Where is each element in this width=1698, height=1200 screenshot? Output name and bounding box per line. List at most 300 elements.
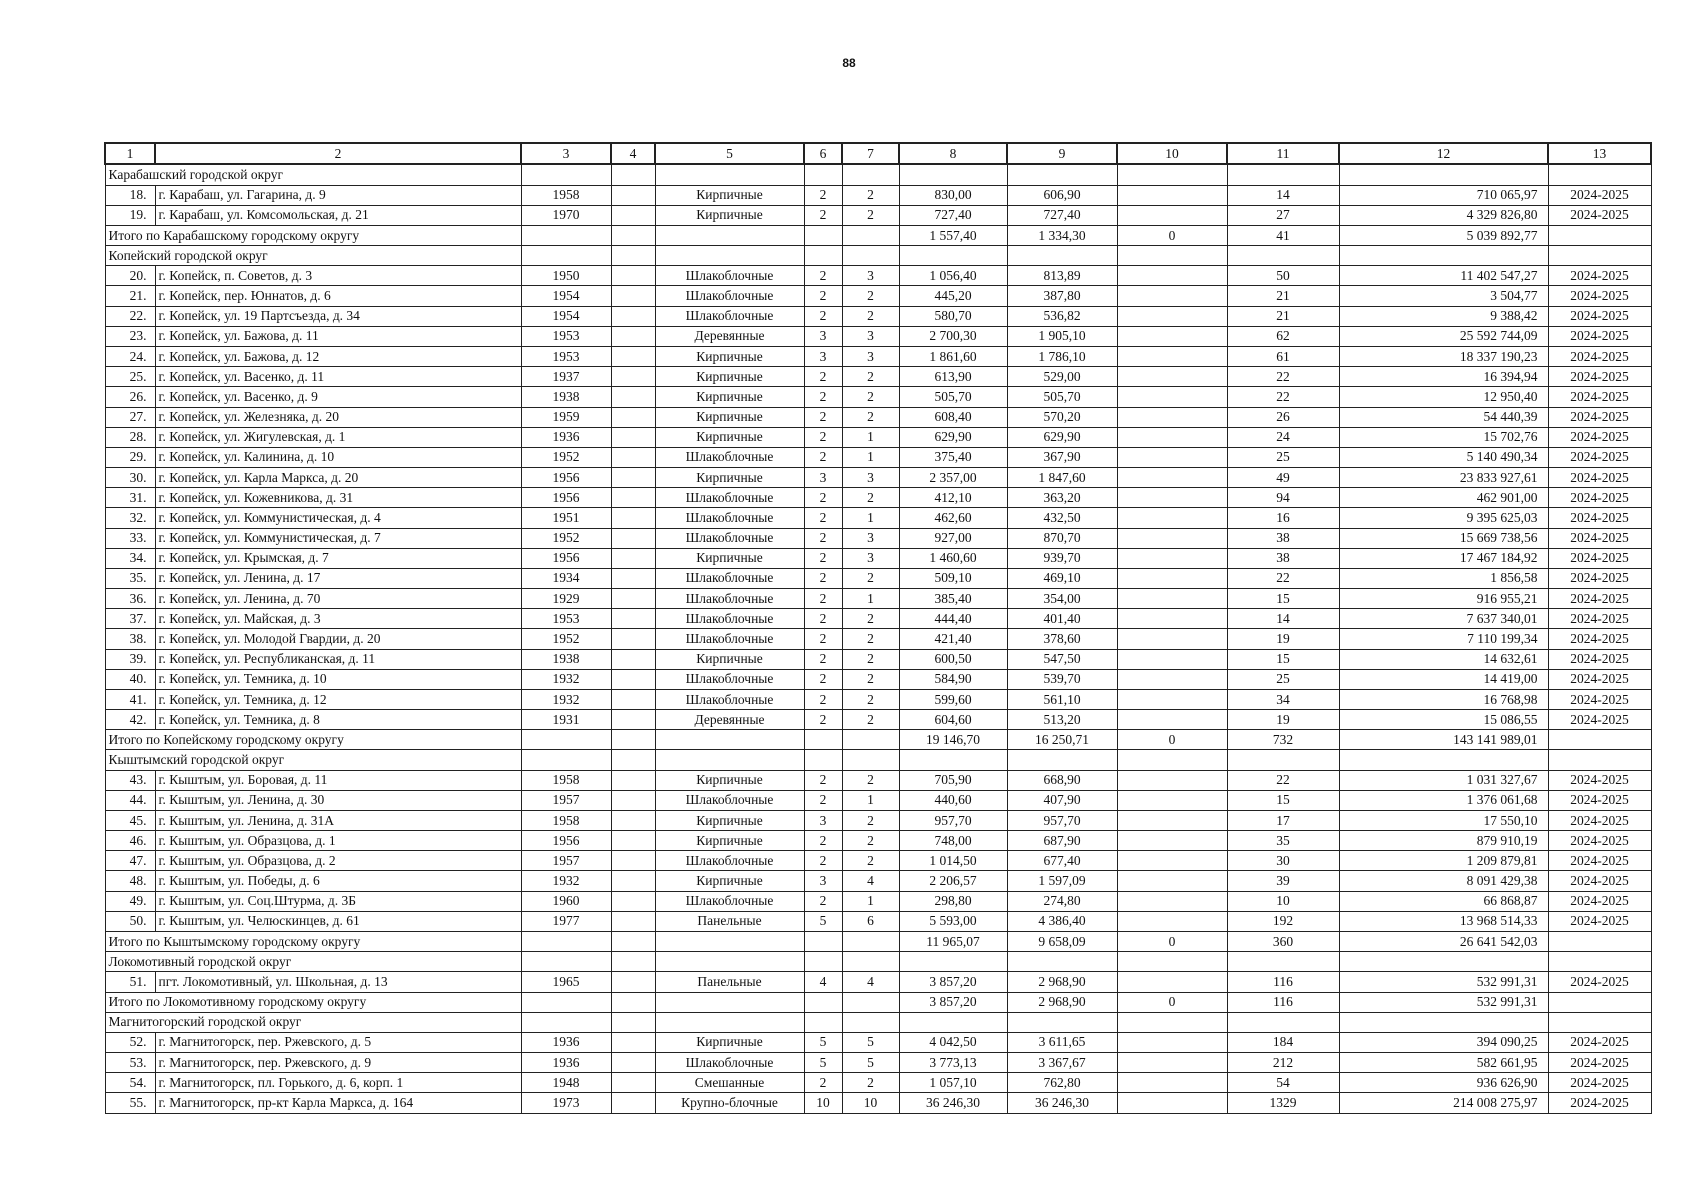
- district-total-row: [105, 730, 1651, 750]
- table-cell: г. Магнитогорск, пер. Ржевского, д. 9: [155, 1053, 521, 1073]
- table-cell: 1951: [521, 508, 611, 528]
- table-cell: 1 209 879,81: [1339, 851, 1548, 871]
- table-row: [105, 1032, 1651, 1052]
- district-total-row: [105, 992, 1651, 1012]
- total-value: 3 857,20: [899, 992, 1007, 1012]
- table-cell: 1 031 327,67: [1339, 770, 1548, 790]
- table-cell: [611, 387, 655, 407]
- table-cell: 2024-2025: [1548, 669, 1651, 689]
- table-cell: 440,60: [899, 790, 1007, 810]
- table-cell: 25 592 744,09: [1339, 326, 1548, 346]
- table-cell: [1117, 891, 1227, 911]
- table-cell: 629,90: [1007, 427, 1117, 447]
- table-cell: Шлакоблочные: [655, 589, 804, 609]
- table-cell: [1117, 548, 1227, 568]
- table-cell: [1117, 427, 1227, 447]
- table-cell: Кирпичные: [655, 387, 804, 407]
- table-cell: 830,00: [899, 185, 1007, 205]
- table-cell: 14 632,61: [1339, 649, 1548, 669]
- table-cell: [611, 689, 655, 709]
- table-cell: 957,70: [899, 810, 1007, 830]
- table-cell: 5: [804, 911, 842, 931]
- table-cell: [1117, 972, 1227, 992]
- table-cell: 38: [1227, 528, 1339, 548]
- table-row: [105, 347, 1651, 367]
- table-cell: г. Копейск, ул. Жигулевская, д. 1: [155, 427, 521, 447]
- table-cell: 2: [842, 851, 899, 871]
- empty-cell: [1548, 952, 1651, 972]
- empty-cell: [804, 164, 842, 185]
- empty-cell: [521, 1012, 611, 1032]
- table-cell: 3 367,67: [1007, 1053, 1117, 1073]
- table-cell: Деревянные: [655, 710, 804, 730]
- table-cell: [611, 548, 655, 568]
- table-cell: 7 637 340,01: [1339, 609, 1548, 629]
- table-cell: г. Копейск, ул. Темника, д. 12: [155, 689, 521, 709]
- table-cell: 927,00: [899, 528, 1007, 548]
- table-row: [105, 427, 1651, 447]
- table-cell: 2: [842, 568, 899, 588]
- table-cell: 16: [1227, 508, 1339, 528]
- table-cell: 46.: [105, 831, 155, 851]
- table-cell: 2: [842, 367, 899, 387]
- empty-cell: [611, 992, 655, 1012]
- table-cell: Шлакоблочные: [655, 568, 804, 588]
- table-cell: 2024-2025: [1548, 871, 1651, 891]
- empty-cell: [804, 246, 842, 266]
- table-cell: [611, 810, 655, 830]
- table-cell: [1117, 851, 1227, 871]
- table-cell: Кирпичные: [655, 205, 804, 225]
- table-cell: Шлакоблочные: [655, 488, 804, 508]
- empty-cell: [521, 225, 611, 245]
- table-cell: 1: [842, 891, 899, 911]
- table-cell: [1117, 831, 1227, 851]
- table-cell: 3 611,65: [1007, 1032, 1117, 1052]
- empty-cell: [899, 246, 1007, 266]
- empty-cell: [1548, 1012, 1651, 1032]
- table-cell: [1117, 689, 1227, 709]
- table-row: [105, 528, 1651, 548]
- table-cell: 16 394,94: [1339, 367, 1548, 387]
- table-cell: Шлакоблочные: [655, 851, 804, 871]
- table-cell: Шлакоблочные: [655, 1053, 804, 1073]
- column-number-header: 13: [1548, 143, 1651, 164]
- table-cell: 2 700,30: [899, 326, 1007, 346]
- empty-cell: [842, 164, 899, 185]
- total-value: 9 658,09: [1007, 931, 1117, 951]
- table-cell: Кирпичные: [655, 1032, 804, 1052]
- table-cell: 513,20: [1007, 710, 1117, 730]
- table-cell: г. Кыштым, ул. Ленина, д. 31А: [155, 810, 521, 830]
- table-cell: [1117, 589, 1227, 609]
- column-number-header: 9: [1007, 143, 1117, 164]
- table-cell: 2: [804, 790, 842, 810]
- table-cell: 677,40: [1007, 851, 1117, 871]
- table-cell: 4 329 826,80: [1339, 205, 1548, 225]
- column-number-header: 10: [1117, 143, 1227, 164]
- table-cell: 2: [842, 710, 899, 730]
- table-cell: 2: [804, 488, 842, 508]
- table-cell: 2: [804, 205, 842, 225]
- table-cell: 19: [1227, 710, 1339, 730]
- table-row: [105, 851, 1651, 871]
- table-cell: г. Копейск, ул. Крымская, д. 7: [155, 548, 521, 568]
- table-cell: 2: [842, 609, 899, 629]
- table-cell: 15: [1227, 790, 1339, 810]
- table-cell: Шлакоблочные: [655, 266, 804, 286]
- table-cell: 1953: [521, 347, 611, 367]
- table-cell: 1973: [521, 1093, 611, 1114]
- table-cell: 1977: [521, 911, 611, 931]
- table-cell: 2024-2025: [1548, 1053, 1651, 1073]
- table-cell: 2: [804, 528, 842, 548]
- table-cell: г. Кыштым, ул. Ленина, д. 30: [155, 790, 521, 810]
- empty-cell: [611, 225, 655, 245]
- total-value: 2 968,90: [1007, 992, 1117, 1012]
- empty-cell: [1007, 1012, 1117, 1032]
- table-cell: 28.: [105, 427, 155, 447]
- table-cell: 3: [804, 871, 842, 891]
- table-row: [105, 1073, 1651, 1093]
- empty-cell: [842, 750, 899, 770]
- table-cell: 1958: [521, 810, 611, 830]
- district-total-label: Итого по Карабашскому городскому округу: [105, 225, 521, 245]
- empty-cell: [1227, 246, 1339, 266]
- table-row: [105, 649, 1651, 669]
- table-row: [105, 407, 1651, 427]
- table-cell: 2: [804, 589, 842, 609]
- table-row: [105, 710, 1651, 730]
- table-cell: [1117, 1073, 1227, 1093]
- table-cell: [1117, 911, 1227, 931]
- empty-cell: [842, 931, 899, 951]
- table-cell: г. Копейск, ул. Бажова, д. 11: [155, 326, 521, 346]
- empty-cell: [521, 750, 611, 770]
- table-cell: 35.: [105, 568, 155, 588]
- table-cell: 2: [842, 669, 899, 689]
- table-cell: [1117, 387, 1227, 407]
- table-cell: 3: [804, 468, 842, 488]
- table-cell: 298,80: [899, 891, 1007, 911]
- table-cell: 1934: [521, 568, 611, 588]
- table-cell: 15 669 738,56: [1339, 528, 1548, 548]
- district-title: Карабашский городской округ: [105, 164, 521, 185]
- table-cell: 3: [804, 326, 842, 346]
- table-cell: 916 955,21: [1339, 589, 1548, 609]
- table-row: [105, 1093, 1651, 1114]
- table-cell: 2: [804, 447, 842, 467]
- empty-cell: [1227, 164, 1339, 185]
- table-row: [105, 508, 1651, 528]
- table-cell: Деревянные: [655, 326, 804, 346]
- table-cell: [611, 891, 655, 911]
- table-cell: 22: [1227, 770, 1339, 790]
- table-cell: 727,40: [1007, 205, 1117, 225]
- table-cell: 957,70: [1007, 810, 1117, 830]
- table-cell: г. Копейск, ул. Республиканская, д. 11: [155, 649, 521, 669]
- table-cell: 412,10: [899, 488, 1007, 508]
- table-cell: г. Кыштым, ул. Челюскинцев, д. 61: [155, 911, 521, 931]
- table-cell: 116: [1227, 972, 1339, 992]
- table-cell: 1: [842, 589, 899, 609]
- table-cell: 1: [842, 447, 899, 467]
- table-cell: Шлакоблочные: [655, 528, 804, 548]
- table-cell: г. Копейск, ул. Карла Маркса, д. 20: [155, 468, 521, 488]
- table-cell: 54.: [105, 1073, 155, 1093]
- empty-cell: [1117, 246, 1227, 266]
- table-cell: [611, 367, 655, 387]
- table-cell: г. Копейск, ул. Калинина, д. 10: [155, 447, 521, 467]
- table-cell: 51.: [105, 972, 155, 992]
- empty-cell: [611, 246, 655, 266]
- table-cell: г. Копейск, ул. Васенко, д. 11: [155, 367, 521, 387]
- table-cell: 1 597,09: [1007, 871, 1117, 891]
- table-cell: [611, 629, 655, 649]
- table-cell: [1117, 568, 1227, 588]
- district-title: Кыштымский городской округ: [105, 750, 521, 770]
- district-total-label: Итого по Локомотивному городскому округу: [105, 992, 521, 1012]
- table-cell: 27: [1227, 205, 1339, 225]
- table-cell: 192: [1227, 911, 1339, 931]
- table-cell: 1953: [521, 609, 611, 629]
- table-cell: Кирпичные: [655, 468, 804, 488]
- table-cell: 21: [1227, 286, 1339, 306]
- table-cell: 3 857,20: [899, 972, 1007, 992]
- table-cell: 2: [804, 770, 842, 790]
- column-number-header: 5: [655, 143, 804, 164]
- table-cell: 2: [842, 185, 899, 205]
- empty-cell: [611, 1012, 655, 1032]
- empty-cell: [1548, 164, 1651, 185]
- table-cell: 1 847,60: [1007, 468, 1117, 488]
- table-cell: 14: [1227, 185, 1339, 205]
- table-cell: Кирпичные: [655, 831, 804, 851]
- table-cell: 2024-2025: [1548, 306, 1651, 326]
- table-cell: 599,60: [899, 689, 1007, 709]
- table-row: [105, 306, 1651, 326]
- empty-cell: [655, 164, 804, 185]
- table-row: [105, 488, 1651, 508]
- total-value: 16 250,71: [1007, 730, 1117, 750]
- table-cell: 2024-2025: [1548, 367, 1651, 387]
- empty-cell: [1007, 246, 1117, 266]
- table-cell: 3: [842, 528, 899, 548]
- total-value: 0: [1117, 931, 1227, 951]
- table-cell: 421,40: [899, 629, 1007, 649]
- table-cell: [611, 568, 655, 588]
- table-row: [105, 447, 1651, 467]
- column-number-header: 12: [1339, 143, 1548, 164]
- table-cell: 5: [842, 1053, 899, 1073]
- table-cell: 18 337 190,23: [1339, 347, 1548, 367]
- table-cell: Шлакоблочные: [655, 609, 804, 629]
- table-cell: Кирпичные: [655, 770, 804, 790]
- table-cell: 23.: [105, 326, 155, 346]
- district-section-row: [105, 246, 1651, 266]
- table-cell: 2024-2025: [1548, 1073, 1651, 1093]
- table-cell: Шлакоблочные: [655, 306, 804, 326]
- table-cell: 5 140 490,34: [1339, 447, 1548, 467]
- table-cell: Кирпичные: [655, 871, 804, 891]
- empty-cell: [899, 750, 1007, 770]
- total-value: 1 557,40: [899, 225, 1007, 245]
- table-cell: 547,50: [1007, 649, 1117, 669]
- column-number-header: 4: [611, 143, 655, 164]
- table-cell: [611, 407, 655, 427]
- table-cell: [1117, 790, 1227, 810]
- table-cell: 939,70: [1007, 548, 1117, 568]
- table-cell: 2024-2025: [1548, 972, 1651, 992]
- table-cell: 1936: [521, 427, 611, 447]
- table-cell: [1117, 528, 1227, 548]
- table-cell: 1329: [1227, 1093, 1339, 1114]
- table-cell: Шлакоблочные: [655, 447, 804, 467]
- table-row: [105, 548, 1651, 568]
- table-cell: [1117, 649, 1227, 669]
- table-cell: 748,00: [899, 831, 1007, 851]
- table-cell: 2: [804, 649, 842, 669]
- table-cell: 2024-2025: [1548, 468, 1651, 488]
- table-cell: 9 388,42: [1339, 306, 1548, 326]
- total-value: 732: [1227, 730, 1339, 750]
- table-cell: 2024-2025: [1548, 589, 1651, 609]
- table-cell: 1952: [521, 629, 611, 649]
- table-row: [105, 810, 1651, 830]
- table-cell: 26.: [105, 387, 155, 407]
- table-cell: 15 086,55: [1339, 710, 1548, 730]
- table-cell: г. Магнитогорск, пр-кт Карла Маркса, д. 164: [155, 1093, 521, 1114]
- table-cell: 401,40: [1007, 609, 1117, 629]
- table-cell: 532 991,31: [1339, 972, 1548, 992]
- column-number-header: 8: [899, 143, 1007, 164]
- table-cell: [1117, 306, 1227, 326]
- empty-cell: [1548, 992, 1651, 1012]
- table-cell: 2: [804, 266, 842, 286]
- table-cell: 1937: [521, 367, 611, 387]
- empty-cell: [804, 952, 842, 972]
- table-cell: 17 550,10: [1339, 810, 1548, 830]
- table-cell: [611, 427, 655, 447]
- table-cell: Панельные: [655, 972, 804, 992]
- district-title: Копейский городской округ: [105, 246, 521, 266]
- table-cell: 2: [842, 770, 899, 790]
- table-cell: [1117, 205, 1227, 225]
- table-cell: 1932: [521, 669, 611, 689]
- table-cell: [611, 871, 655, 891]
- table-cell: г. Магнитогорск, пл. Горького, д. 6, корп. 1: [155, 1073, 521, 1093]
- empty-cell: [1117, 952, 1227, 972]
- table-cell: 3 773,13: [899, 1053, 1007, 1073]
- table-cell: 39.: [105, 649, 155, 669]
- table-cell: г. Копейск, ул. Темника, д. 10: [155, 669, 521, 689]
- empty-cell: [611, 952, 655, 972]
- table-cell: 30: [1227, 851, 1339, 871]
- table-cell: 1952: [521, 528, 611, 548]
- table-cell: г. Копейск, ул. Кожевникова, д. 31: [155, 488, 521, 508]
- table-cell: 5: [842, 1032, 899, 1052]
- table-cell: [611, 508, 655, 528]
- table-cell: 38.: [105, 629, 155, 649]
- empty-cell: [655, 1012, 804, 1032]
- table-cell: Кирпичные: [655, 427, 804, 447]
- table-cell: 2: [804, 831, 842, 851]
- table-cell: 1: [842, 427, 899, 447]
- table-cell: [1117, 669, 1227, 689]
- table-cell: 2024-2025: [1548, 548, 1651, 568]
- empty-cell: [804, 750, 842, 770]
- district-total-row: [105, 931, 1651, 951]
- district-section-row: [105, 952, 1651, 972]
- table-cell: 4 386,40: [1007, 911, 1117, 931]
- table-cell: 2: [804, 669, 842, 689]
- table-cell: 432,50: [1007, 508, 1117, 528]
- table-cell: 3: [842, 548, 899, 568]
- table-cell: 8 091 429,38: [1339, 871, 1548, 891]
- table-cell: 10: [804, 1093, 842, 1114]
- table-cell: 445,20: [899, 286, 1007, 306]
- table-cell: г. Кыштым, ул. Образцова, д. 1: [155, 831, 521, 851]
- table-cell: 5: [804, 1032, 842, 1052]
- table-cell: 66 868,87: [1339, 891, 1548, 911]
- table-cell: 363,20: [1007, 488, 1117, 508]
- table-cell: 29.: [105, 447, 155, 467]
- table-cell: 2: [804, 629, 842, 649]
- table-cell: г. Копейск, ул. Майская, д. 3: [155, 609, 521, 629]
- table-cell: [611, 649, 655, 669]
- table-cell: 2: [842, 205, 899, 225]
- table-cell: 606,90: [1007, 185, 1117, 205]
- table-cell: [611, 972, 655, 992]
- empty-cell: [1007, 750, 1117, 770]
- table-row: [105, 629, 1651, 649]
- table-cell: 32.: [105, 508, 155, 528]
- empty-cell: [899, 952, 1007, 972]
- table-row: [105, 972, 1651, 992]
- table-cell: 2: [804, 710, 842, 730]
- table-cell: 509,10: [899, 568, 1007, 588]
- table-cell: 2: [804, 891, 842, 911]
- table-cell: 2024-2025: [1548, 347, 1651, 367]
- empty-cell: [842, 246, 899, 266]
- table-cell: 2024-2025: [1548, 1032, 1651, 1052]
- table-cell: 2: [842, 689, 899, 709]
- table-cell: Крупно-блочные: [655, 1093, 804, 1114]
- table-cell: 47.: [105, 851, 155, 871]
- table-cell: 21: [1227, 306, 1339, 326]
- table-cell: 2024-2025: [1548, 629, 1651, 649]
- table-row: [105, 790, 1651, 810]
- table-cell: 1 014,50: [899, 851, 1007, 871]
- table-cell: 2: [804, 427, 842, 447]
- table-cell: 2: [842, 407, 899, 427]
- table-cell: 2: [804, 306, 842, 326]
- table-cell: Кирпичные: [655, 649, 804, 669]
- table-cell: 50: [1227, 266, 1339, 286]
- table-cell: [611, 326, 655, 346]
- table-cell: Шлакоблочные: [655, 508, 804, 528]
- table-cell: 2024-2025: [1548, 447, 1651, 467]
- table-cell: 6: [842, 911, 899, 931]
- table-cell: [1117, 629, 1227, 649]
- table-cell: [611, 770, 655, 790]
- table-cell: 13 968 514,33: [1339, 911, 1548, 931]
- total-value: 143 141 989,01: [1339, 730, 1548, 750]
- table-cell: 762,80: [1007, 1073, 1117, 1093]
- table-cell: 35: [1227, 831, 1339, 851]
- empty-cell: [521, 730, 611, 750]
- table-cell: Кирпичные: [655, 347, 804, 367]
